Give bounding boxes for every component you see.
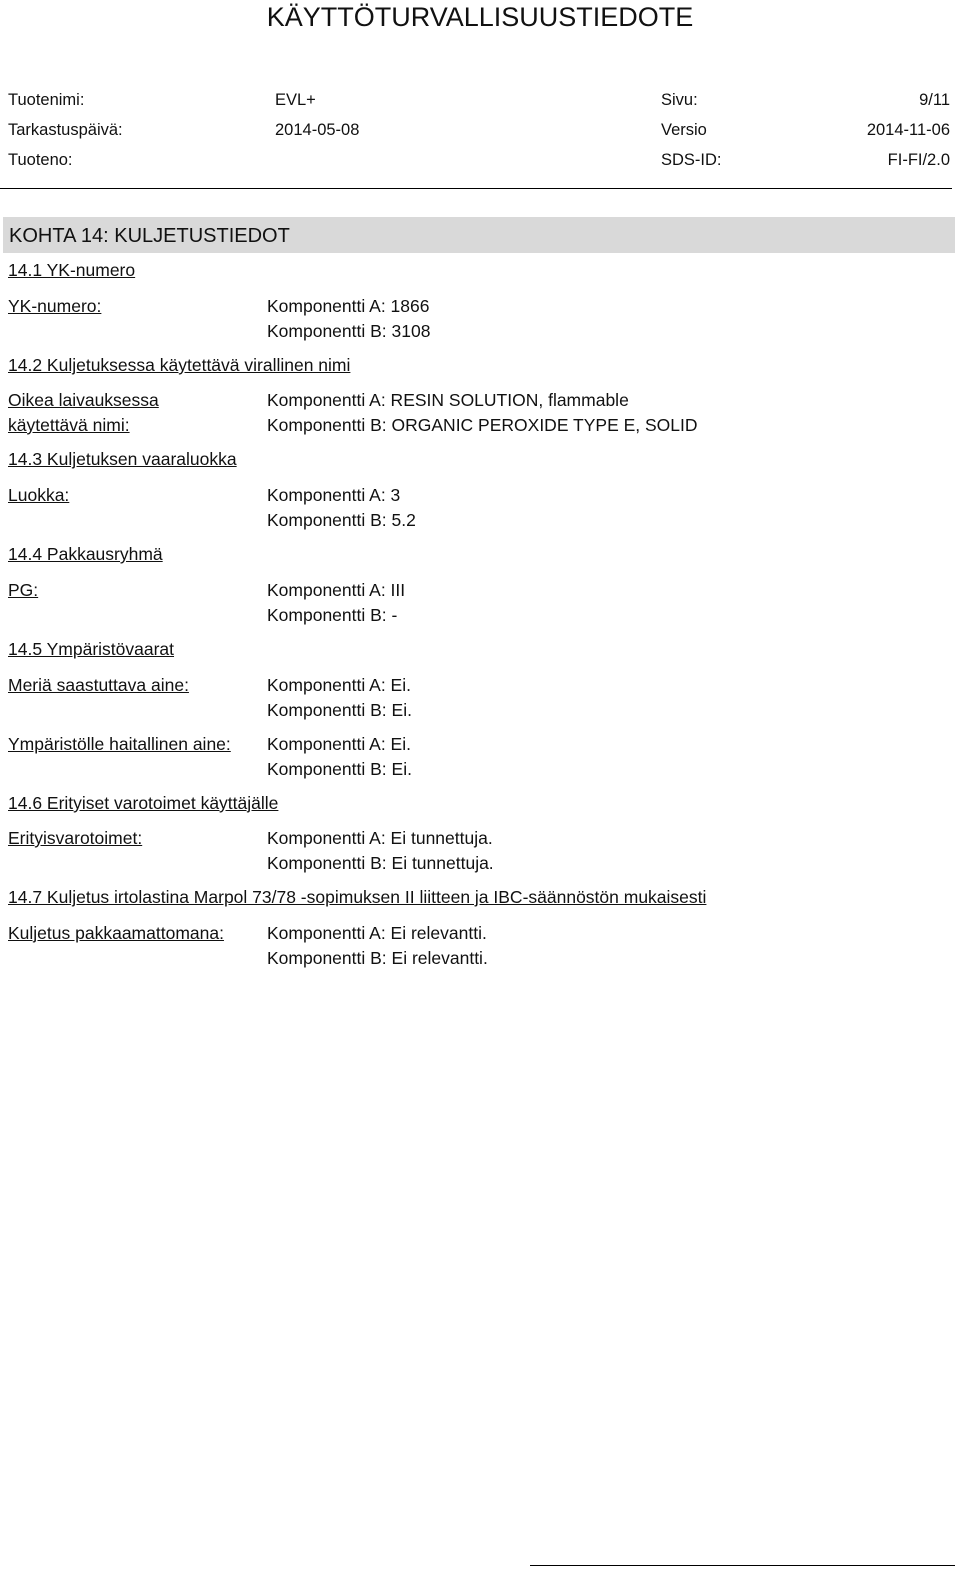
revision-date-label: Tarkastuspäivä: xyxy=(8,121,123,139)
bulk-transport-a: Komponentti A: Ei relevantti. xyxy=(267,923,487,943)
sds-id-label: SDS-ID: xyxy=(661,151,722,169)
env-hazard-a: Komponentti A: Ei. xyxy=(267,734,411,754)
special-precautions-label: Erityisvarotoimet: xyxy=(8,828,143,848)
document-title: KÄYTTÖTURVALLISUUSTIEDOTE xyxy=(266,2,694,32)
product-no-label: Tuoteno: xyxy=(8,151,73,169)
page-number: 9/11 xyxy=(919,91,950,109)
version-label: Versio xyxy=(661,121,707,139)
hazard-class-b: Komponentti B: 5.2 xyxy=(267,510,416,530)
hazard-class-a: Komponentti A: 3 xyxy=(267,485,401,505)
product-name: EVL+ xyxy=(275,91,316,109)
packing-group-a: Komponentti A: III xyxy=(267,580,406,600)
footer-divider xyxy=(530,1565,955,1566)
shipping-name-a: Komponentti A: RESIN SOLUTION, flammable xyxy=(267,390,629,410)
heading-14-6: 14.6 Erityiset varotoimet käyttäjälle xyxy=(8,793,279,813)
shipping-name-label-line2: käytettävä nimi: xyxy=(8,415,130,435)
packing-group-label: PG: xyxy=(8,580,39,600)
product-name-label: Tuotenimi: xyxy=(8,91,85,109)
heading-14-1: 14.1 YK-numero xyxy=(8,260,136,280)
section-header xyxy=(3,217,955,253)
un-number-a: Komponentti A: 1866 xyxy=(267,296,430,316)
heading-14-7: 14.7 Kuljetus irtolastina Marpol 73/78 -sopimuksen II liitteen ja IBC-säännöstön mukaisesti xyxy=(8,887,707,907)
un-number-label: YK-numero: xyxy=(8,296,102,316)
heading-14-4: 14.4 Pakkausryhmä xyxy=(8,544,163,564)
shipping-name-b: Komponentti B: ORGANIC PEROXIDE TYPE E, SOLID xyxy=(267,415,698,435)
marine-pollutant-b: Komponentti B: Ei. xyxy=(267,700,412,720)
shipping-name-label-line1: Oikea laivauksessa xyxy=(8,390,159,410)
env-hazard-label: Ympäristölle haitallinen aine: xyxy=(8,734,231,754)
marine-pollutant-a: Komponentti A: Ei. xyxy=(267,675,411,695)
revision-date: 2014-05-08 xyxy=(275,121,360,139)
heading-14-3: 14.3 Kuljetuksen vaaraluokka xyxy=(8,449,237,469)
header-divider xyxy=(0,188,952,189)
un-number-b: Komponentti B: 3108 xyxy=(267,321,431,341)
special-precautions-a: Komponentti A: Ei tunnettuja. xyxy=(267,828,493,848)
page-label: Sivu: xyxy=(661,91,698,109)
env-hazard-b: Komponentti B: Ei. xyxy=(267,759,412,779)
heading-14-2: 14.2 Kuljetuksessa käytettävä virallinen nimi xyxy=(8,355,351,375)
special-precautions-b: Komponentti B: Ei tunnettuja. xyxy=(267,853,494,873)
bulk-transport-b: Komponentti B: Ei relevantti. xyxy=(267,948,488,968)
sds-id: FI-FI/2.0 xyxy=(887,151,950,169)
bulk-transport-label: Kuljetus pakkaamattomana: xyxy=(8,923,224,943)
heading-14-5: 14.5 Ympäristövaarat xyxy=(8,639,175,659)
packing-group-b: Komponentti B: - xyxy=(267,605,398,625)
hazard-class-label: Luokka: xyxy=(8,485,70,505)
marine-pollutant-label: Meriä saastuttava aine: xyxy=(8,675,189,695)
section-title: KOHTA 14: KULJETUSTIEDOT xyxy=(9,225,290,247)
version: 2014-11-06 xyxy=(866,121,950,139)
